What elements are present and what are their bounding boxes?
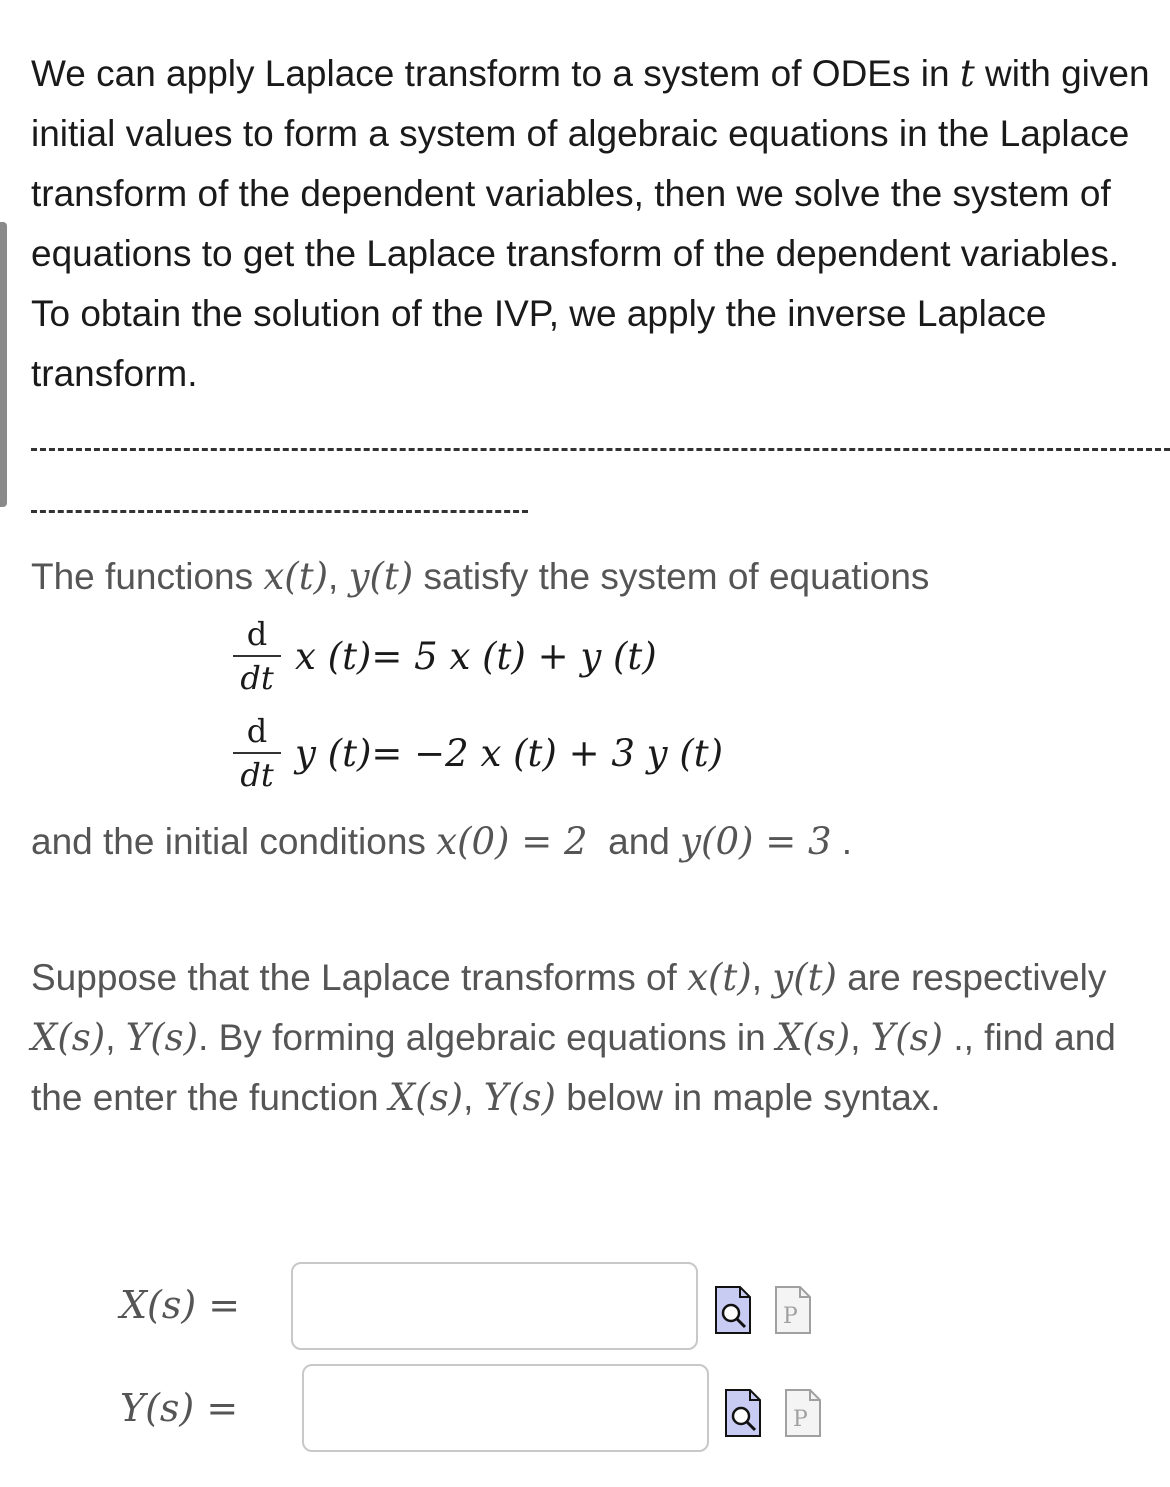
dashed-divider	[31, 448, 1170, 451]
ic-y: y(0) = 3	[680, 820, 832, 863]
comma: ,	[328, 556, 349, 597]
instr-comma: ,	[850, 1017, 871, 1058]
svg-text:P: P	[793, 1407, 808, 1432]
svg-text:P: P	[783, 1304, 798, 1329]
fraction-bar	[233, 655, 281, 657]
equation-2-rhs: = −2 x (t) + 3 y (t)	[371, 731, 724, 775]
derivative-numerator: d	[246, 712, 268, 750]
y-answer-label: Y(s) =	[120, 1386, 239, 1430]
instr-x-of-t: x(t)	[687, 956, 752, 999]
left-scroll-indicator	[0, 222, 7, 507]
ic-end: .	[831, 821, 853, 862]
instr-y-of-t: y(t)	[772, 956, 837, 999]
equation-1-lhs: x (t)	[295, 634, 372, 678]
preview-magnifier-icon[interactable]	[714, 1285, 752, 1335]
y-of-t: y(t)	[348, 555, 414, 598]
instr-X-of-s: X(s)	[31, 1016, 106, 1059]
equation-1-rhs: = 5 x (t) + y (t)	[371, 634, 657, 678]
instr-text-3: . By forming algebraic equations in	[198, 1017, 776, 1058]
ic-x: x(0) = 2	[436, 820, 588, 863]
instr-Y-of-s: Y(s)	[870, 1016, 944, 1059]
instr-X-of-s: X(s)	[776, 1016, 851, 1059]
instr-comma: ,	[105, 1017, 126, 1058]
ic-and: and	[587, 821, 681, 862]
fraction-bar	[233, 752, 281, 754]
derivative-denominator: dt	[240, 659, 274, 697]
instr-Y-of-s: Y(s)	[483, 1076, 556, 1119]
derivative-operator	[233, 712, 281, 794]
initial-conditions	[31, 820, 852, 863]
derivative-operator	[233, 615, 281, 697]
x-answer-label: X(s) =	[120, 1283, 241, 1327]
maple-syntax-p-icon[interactable]	[784, 1388, 822, 1438]
problem-statement	[31, 555, 929, 598]
derivative-denominator: dt	[240, 756, 274, 794]
maple-syntax-p-icon[interactable]	[774, 1285, 812, 1335]
problem-suffix: satisfy the system of equations	[413, 556, 930, 597]
intro-text-after: with given initial values to form a system of algebraic equations in the Laplace transform of the dependent variables, then we solve the system of equations to get the Laplace transform of the dependent variables. To obtain the solution of the IVP, we apply the inverse Laplace transform.	[31, 53, 1150, 394]
derivative-numerator: d	[246, 615, 268, 653]
equation-2	[233, 712, 723, 794]
y-answer-input[interactable]	[302, 1364, 709, 1452]
x-of-t: x(t)	[263, 555, 329, 598]
preview-magnifier-icon[interactable]	[724, 1388, 762, 1438]
instr-text-5: below in maple syntax.	[555, 1077, 941, 1118]
instr-text-2: are respectively	[836, 957, 1107, 998]
instr-X-of-s: X(s)	[388, 1076, 464, 1119]
instr-Y-of-s: Y(s)	[125, 1016, 199, 1059]
ic-prefix: and the initial conditions	[31, 821, 437, 862]
equation-1	[233, 615, 657, 697]
equation-2-lhs: y (t)	[295, 731, 372, 775]
instruction-paragraph	[31, 948, 1151, 1128]
dashed-divider-short	[31, 510, 528, 513]
intro-text-before: We can apply Laplace transform to a system of ODEs in	[31, 53, 960, 94]
intro-variable: t	[959, 52, 975, 95]
instr-text-4: ., find and the enter the function	[31, 1017, 1116, 1118]
problem-prefix: The functions	[31, 556, 264, 597]
instr-comma: ,	[751, 957, 773, 998]
instr-comma: ,	[463, 1077, 484, 1118]
x-answer-input[interactable]	[291, 1262, 698, 1350]
instr-text-1: Suppose that the Laplace transforms of	[31, 957, 688, 998]
intro-paragraph	[31, 44, 1156, 404]
